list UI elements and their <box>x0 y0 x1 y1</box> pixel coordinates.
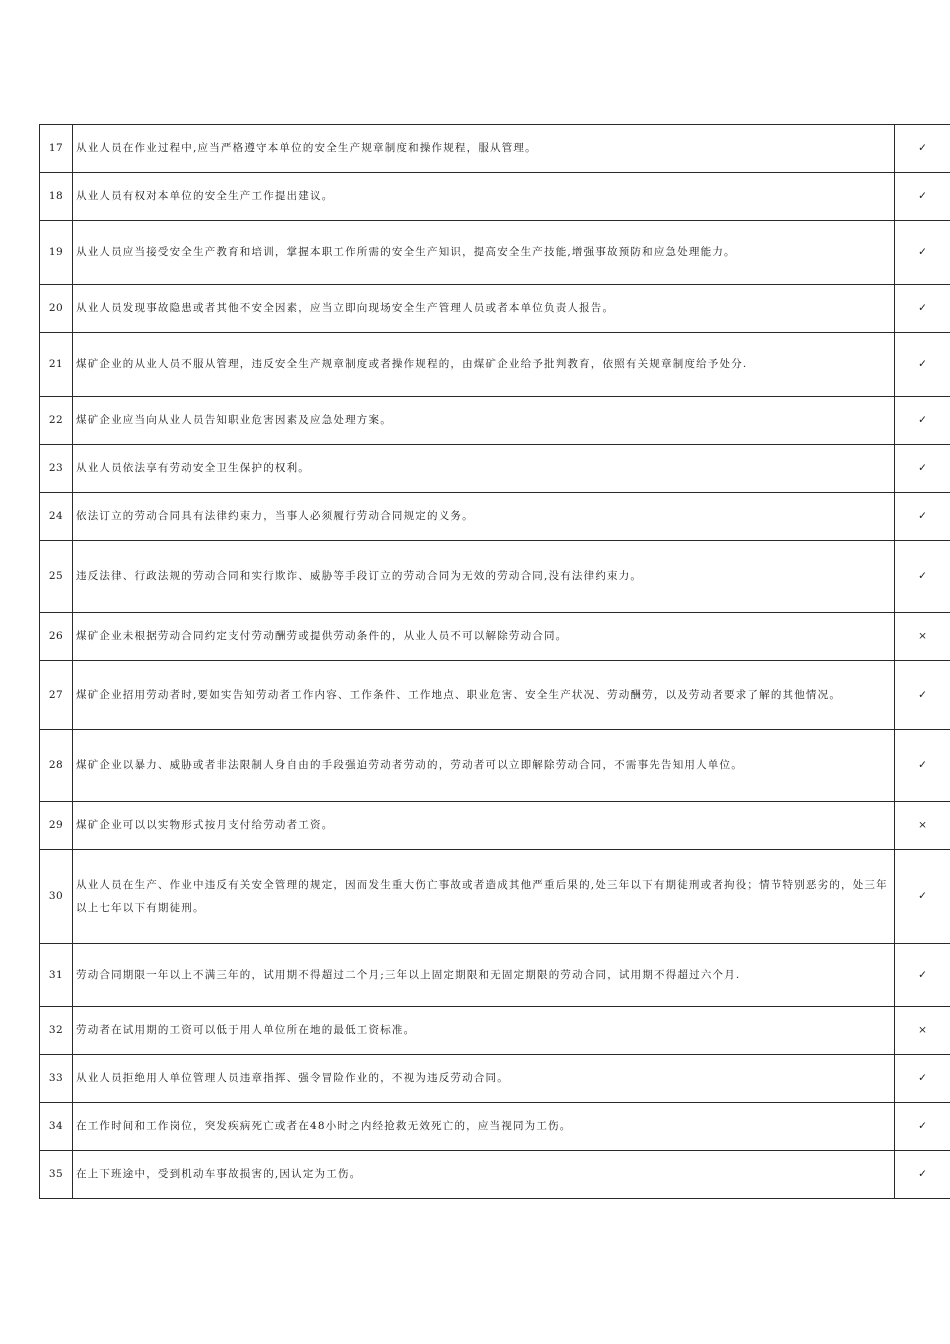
row-number: 22 <box>40 397 73 445</box>
table-row <box>40 1151 950 1199</box>
statement-text: 从业人员应当接受安全生产教育和培训，掌握本职工作所需的安全生产知识，提高安全生产技能,增强事故预防和应急处理能力。 <box>73 221 895 285</box>
answer-mark: ✓ <box>895 221 950 285</box>
answer-mark: ✓ <box>895 541 950 613</box>
table-row <box>40 285 950 333</box>
answer-mark: ✓ <box>895 730 950 802</box>
statement-text: 劳动者在试用期的工资可以低于用人单位所在地的最低工资标准。 <box>73 1007 895 1055</box>
row-number: 23 <box>40 445 73 493</box>
table-row <box>40 1055 950 1103</box>
table-row <box>40 661 950 730</box>
table-row <box>40 493 950 541</box>
table-row <box>40 397 950 445</box>
statement-text: 从业人员依法享有劳动安全卫生保护的权利。 <box>73 445 895 493</box>
row-number: 24 <box>40 493 73 541</box>
row-number: 29 <box>40 802 73 850</box>
table-row <box>40 944 950 1007</box>
answer-mark: ✓ <box>895 445 950 493</box>
statement-text: 在上下班途中，受到机动车事故损害的,因认定为工伤。 <box>73 1151 895 1199</box>
row-number: 28 <box>40 730 73 802</box>
question-table-container <box>39 124 950 1199</box>
table-row <box>40 173 950 221</box>
table-row <box>40 1103 950 1151</box>
question-table <box>39 124 950 1199</box>
row-number: 35 <box>40 1151 73 1199</box>
row-number: 31 <box>40 944 73 1007</box>
answer-mark: ✓ <box>895 1151 950 1199</box>
row-number: 21 <box>40 333 73 397</box>
statement-text: 违反法律、行政法规的劳动合同和实行欺诈、威胁等手段订立的劳动合同为无效的劳动合同,没有法律约束力。 <box>73 541 895 613</box>
statement-text: 煤矿企业可以以实物形式按月支付给劳动者工资。 <box>73 802 895 850</box>
answer-mark: ✓ <box>895 397 950 445</box>
table-row <box>40 221 950 285</box>
statement-text: 从业人员有权对本单位的安全生产工作提出建议。 <box>73 173 895 221</box>
row-number: 17 <box>40 125 73 173</box>
table-row <box>40 850 950 944</box>
answer-mark: × <box>895 613 950 661</box>
table-row <box>40 1007 950 1055</box>
statement-text: 在工作时间和工作岗位，突发疾病死亡或者在48小时之内经抢救无效死亡的，应当视同为工伤。 <box>73 1103 895 1151</box>
row-number: 27 <box>40 661 73 730</box>
answer-mark: ✓ <box>895 173 950 221</box>
row-number: 18 <box>40 173 73 221</box>
statement-text: 煤矿企业以暴力、威胁或者非法限制人身自由的手段强迫劳动者劳动的，劳动者可以立即解除劳动合同，不需事先告知用人单位。 <box>73 730 895 802</box>
row-number: 34 <box>40 1103 73 1151</box>
row-number: 32 <box>40 1007 73 1055</box>
row-number: 26 <box>40 613 73 661</box>
table-row <box>40 613 950 661</box>
row-number: 25 <box>40 541 73 613</box>
statement-text: 从业人员发现事故隐患或者其他不安全因素，应当立即向现场安全生产管理人员或者本单位负责人报告。 <box>73 285 895 333</box>
table-row <box>40 802 950 850</box>
table-row <box>40 333 950 397</box>
statement-text: 煤矿企业未根据劳动合同约定支付劳动酬劳或提供劳动条件的，从业人员不可以解除劳动合同。 <box>73 613 895 661</box>
answer-mark: ✓ <box>895 1055 950 1103</box>
answer-mark: ✓ <box>895 850 950 944</box>
statement-text: 煤矿企业应当向从业人员告知职业危害因素及应急处理方案。 <box>73 397 895 445</box>
row-number: 30 <box>40 850 73 944</box>
answer-mark: × <box>895 802 950 850</box>
statement-text: 从业人员在生产、作业中违反有关安全管理的规定，因而发生重大伤亡事故或者造成其他严重后果的,处三年以下有期徒刑或者拘役；情节特别恶劣的，处三年以上七年以下有期徒刑。 <box>73 850 895 944</box>
answer-mark: ✓ <box>895 944 950 1007</box>
row-number: 33 <box>40 1055 73 1103</box>
statement-text: 依法订立的劳动合同具有法律约束力，当事人必须履行劳动合同规定的义务。 <box>73 493 895 541</box>
table-row <box>40 125 950 173</box>
answer-mark: ✓ <box>895 285 950 333</box>
answer-mark: ✓ <box>895 125 950 173</box>
answer-mark: ✓ <box>895 1103 950 1151</box>
answer-mark: × <box>895 1007 950 1055</box>
table-row <box>40 541 950 613</box>
row-number: 20 <box>40 285 73 333</box>
answer-mark: ✓ <box>895 333 950 397</box>
statement-text: 煤矿企业的从业人员不服从管理，违反安全生产规章制度或者操作规程的，由煤矿企业给予批判教育，依照有关规章制度给予处分. <box>73 333 895 397</box>
table-row <box>40 445 950 493</box>
row-number: 19 <box>40 221 73 285</box>
statement-text: 从业人员在作业过程中,应当严格遵守本单位的安全生产规章制度和操作规程，服从管理。 <box>73 125 895 173</box>
answer-mark: ✓ <box>895 493 950 541</box>
statement-text: 煤矿企业招用劳动者时,要如实告知劳动者工作内容、工作条件、工作地点、职业危害、安全生产状况、劳动酬劳，以及劳动者要求了解的其他情况。 <box>73 661 895 730</box>
answer-mark: ✓ <box>895 661 950 730</box>
statement-text: 劳动合同期限一年以上不满三年的，试用期不得超过二个月;三年以上固定期限和无固定期限的劳动合同，试用期不得超过六个月. <box>73 944 895 1007</box>
table-row <box>40 730 950 802</box>
statement-text: 从业人员拒绝用人单位管理人员违章指挥、强令冒险作业的，不视为违反劳动合同。 <box>73 1055 895 1103</box>
